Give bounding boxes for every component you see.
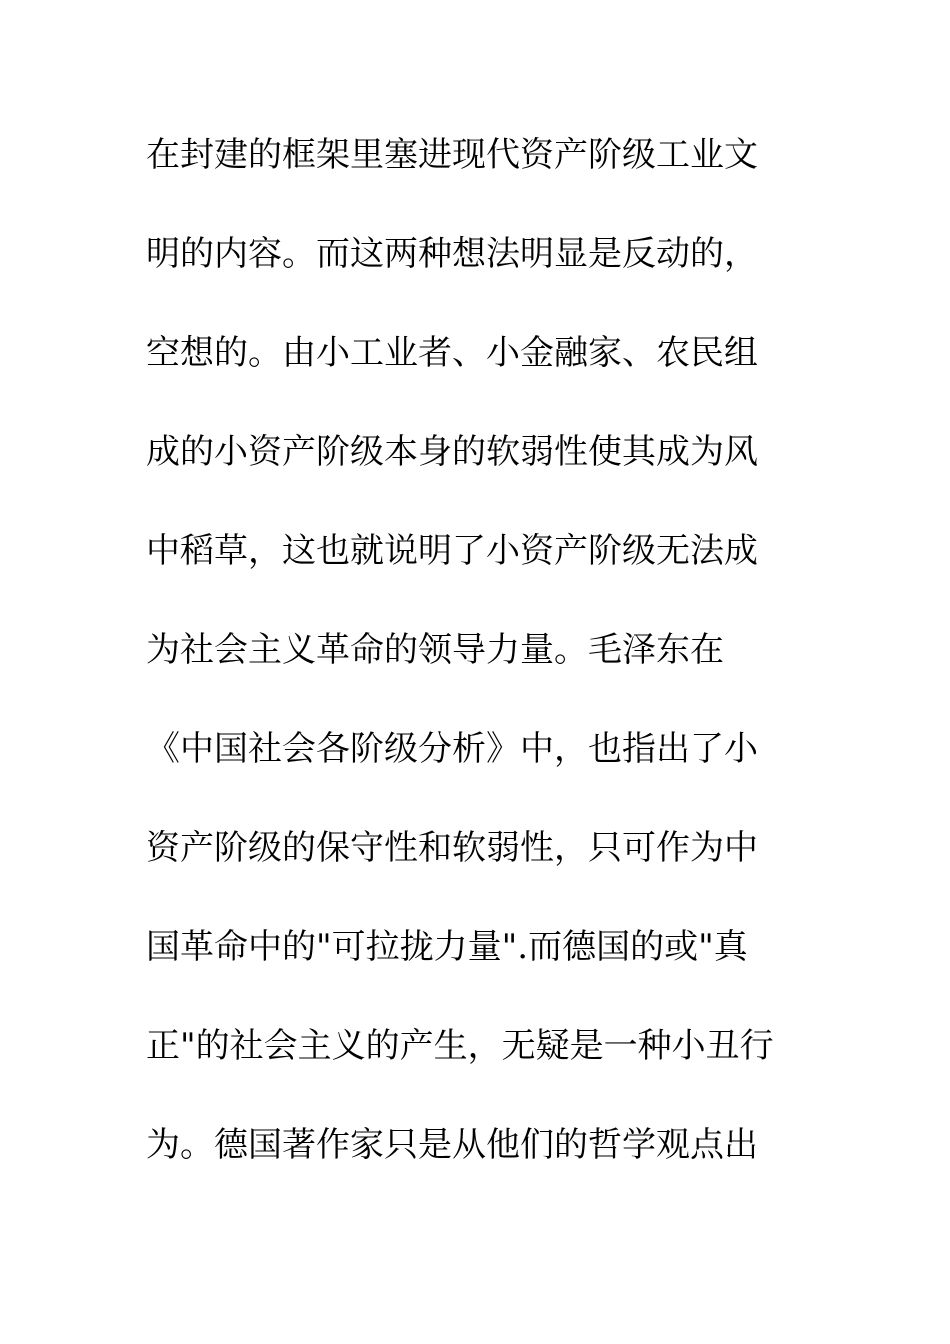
text-line: 《中国社会各阶级分析》中，也指出了小: [146, 729, 758, 769]
text-line: 正"的社会主义的产生，无疑是一种小丑行: [146, 1026, 774, 1066]
text-line: 空想的。由小工业者、小金融家、农民组: [146, 333, 758, 373]
text-line: 为。德国著作家只是从他们的哲学观点出: [146, 1125, 758, 1165]
body-text: [146, 128, 806, 1217]
text-line: 国革命中的"可拉拢力量".而德国的或"真: [146, 927, 748, 967]
text-line: 明的内容。而这两种想法明显是反动的，: [146, 234, 758, 274]
text-line: 中稻草，这也就说明了小资产阶级无法成: [146, 531, 758, 571]
text-line: 成的小资产阶级本身的软弱性使其成为风: [146, 432, 758, 472]
text-line: 在封建的框架里塞进现代资产阶级工业文: [146, 135, 758, 175]
text-line: 资产阶级的保守性和软弱性，只可作为中: [146, 828, 758, 868]
text-line: 为社会主义革命的领导力量。毛泽东在: [146, 630, 724, 670]
